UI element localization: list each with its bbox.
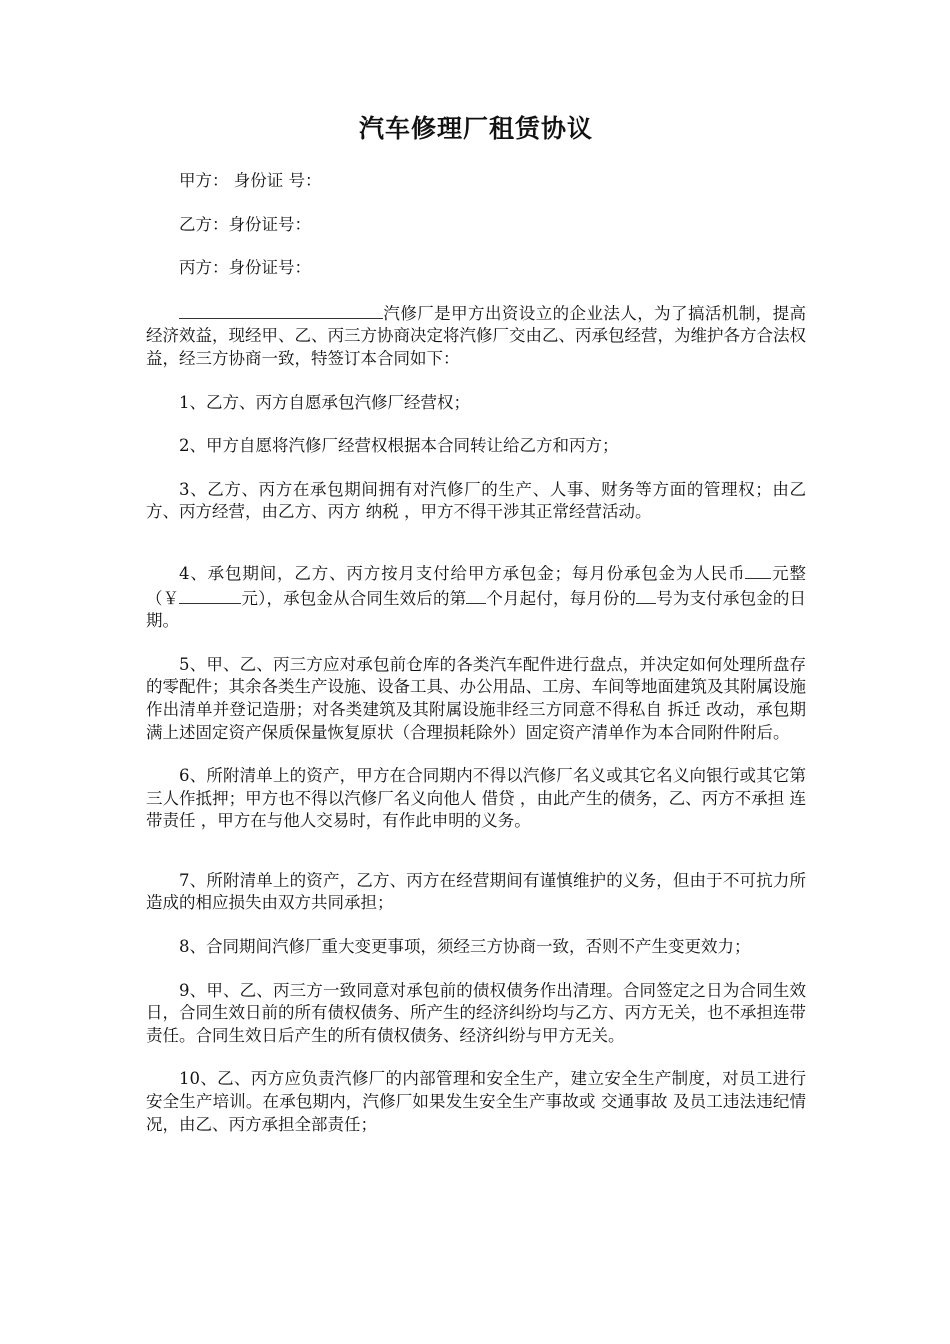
clause-1: 1、乙方、丙方自愿承包汽修厂经营权；: [179, 392, 470, 412]
factory-name-blank: [179, 301, 383, 319]
clause-3: 3、乙方、丙方在承包期间拥有对汽修厂的生产、人事、财务等方面的管理权；由乙方、丙方经营，由乙方、丙方 纳税 ，甲方不得干涉其正常经营活动。: [146, 479, 806, 522]
clause-7: 7、所附清单上的资产，乙方、丙方在经营期间有谨慎维护的义务，但由于不可抗力所造成的相应损失由双方共同承担；: [146, 870, 806, 913]
month-blank: [466, 586, 486, 604]
amount-blank: [745, 561, 771, 579]
intro-text: 汽修厂是甲方出资设立的企业法人，为了搞活机制，提高经济效益，现经甲、乙、丙三方协商决定将汽修厂交由乙、丙承包经营，为维护各方合法权益，经三方协商一致，特签订本合同如下：: [146, 303, 806, 368]
intro-paragraph: [146, 301, 806, 371]
clause-8: 8、合同期间汽修厂重大变更事项，须经三方协商一致，否则不产生变更效力；: [179, 937, 751, 957]
clause-4-text-d: 个月起付，每月份的: [486, 588, 637, 608]
document-title: 汽车修理厂租赁协议: [358, 114, 593, 143]
clause-4-text-e: 号为支付承包金的日期。: [146, 588, 807, 631]
clause-4-text-c: 元），承包金从合同生效后的第: [241, 588, 467, 608]
clause-4-text-b: 元整（￥: [146, 563, 806, 608]
clause-10: 10、乙、丙方应负责汽修厂的内部管理和安全生产，建立安全生产制度，对员工进行安全生产培训。在承包期内，汽修厂如果发生安全生产事故或 交通事故 及员工违法违纪情况，由乙、丙方承担全部责任；: [146, 1069, 806, 1134]
party-jia: 甲方： 身份证 号：: [179, 171, 322, 190]
clause-6: 6、所附清单上的资产，甲方在合同期内不得以汽修厂名义或其它名义向银行或其它第三人作抵押；甲方也不得以汽修厂名义向他人 借贷 ，由此产生的债务，乙、丙方不承担 连带责任 ，甲方在与他人交易时，有作此申明的义务。: [146, 766, 806, 831]
party-yi: 乙方：身份证号：: [179, 214, 311, 234]
clause-5: 5、甲、乙、丙三方应对承包前仓库的各类汽车配件进行盘点，并决定如何处理所盘存的零配件；其余各类生产设施、设备工具、办公用品、工房、车间等地面建筑及其附属设施作出清单并登记造册；对各类建筑及其附属设施非经三方同意不得私自 拆迁 改动，承包期满上述固定资产保质保量恢复原状（合理损耗除外）固定资产清单作为本合同附件附后。: [146, 654, 806, 742]
party-bing: 丙方：身份证号：: [179, 258, 311, 278]
clause-4: [146, 561, 806, 633]
clause-2: 2、甲方自愿将汽修厂经营权根据本合同转让给乙方和丙方；: [179, 436, 619, 456]
clause-4-text-a: 4、承包期间，乙方、丙方按月支付给甲方承包金；每月份承包金为人民币: [179, 563, 746, 583]
document-page: [146, 112, 806, 1157]
clause-9: 9、甲、乙、丙三方一致同意对承包前的债权债务作出清理。合同签定之日为合同生效日，合同生效日前的所有债权债务、所产生的经济纠纷均与乙方、丙方无关，也不承担连带责任。合同生效日后产生的所有债权债务、经济纠纷与甲方无关。: [146, 980, 806, 1045]
amount-figure-blank: [179, 586, 241, 604]
day-blank: [636, 586, 656, 604]
